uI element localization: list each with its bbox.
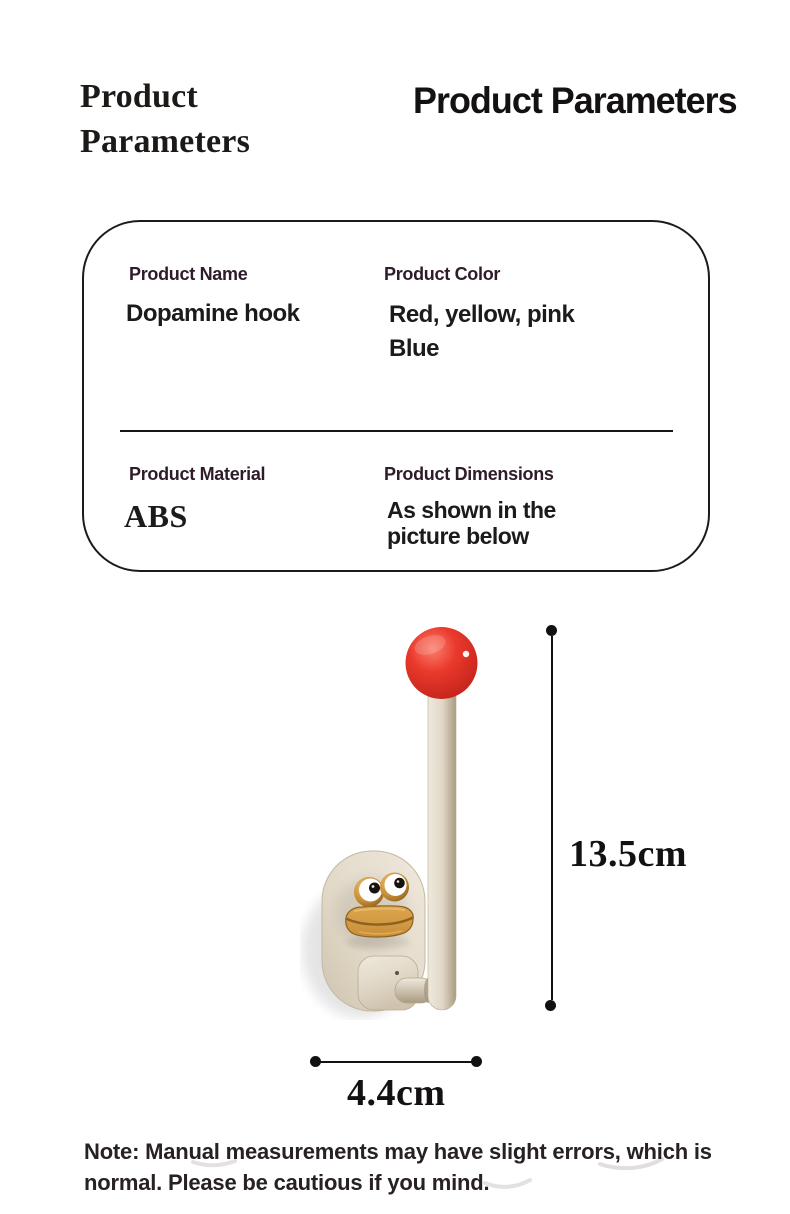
page-title: Product Parameters [413, 80, 737, 121]
product-material-value: ABS [124, 498, 188, 534]
height-dimension-label: 13.5cm [569, 833, 688, 875]
googly-eye-left [354, 877, 384, 907]
left-eye-pupil [369, 883, 380, 894]
side-title-line2: Parameters [80, 123, 251, 160]
product-dimensions-label: Product Dimensions [384, 464, 554, 484]
spec-card [82, 220, 710, 572]
measurement-note-line2: normal. Please be cautious if you mind. [84, 1170, 490, 1195]
side-title [80, 74, 250, 164]
screw-dot [395, 971, 399, 975]
width-dimension-right-dot [471, 1056, 482, 1067]
product-dimensions-value-line2: picture below [387, 523, 529, 549]
product-color-value-line1: Red, yellow, pink [389, 301, 575, 328]
product-color-label: Product Color [384, 264, 501, 284]
width-dimension-line [316, 1061, 477, 1063]
product-name-label: Product Name [129, 264, 248, 284]
right-eye-pupil [394, 878, 405, 889]
measurement-note-line1: Note: Manual measurements may have slight errors, which is [84, 1139, 712, 1164]
measurement-note [84, 1136, 712, 1198]
red-ball-glint [463, 651, 469, 657]
left-eye-glint [372, 885, 375, 888]
hook-knob [406, 627, 478, 699]
product-photo-hook [300, 620, 500, 1020]
width-dimension-left-dot [310, 1056, 321, 1067]
googly-eye-right [380, 873, 409, 902]
card-divider [120, 430, 673, 432]
width-dimension-label: 4.4cm [347, 1072, 446, 1114]
height-dimension-top-dot [546, 625, 557, 636]
right-eye-glint [397, 880, 400, 883]
product-color-value-line2: Blue [389, 335, 440, 362]
hook-arm [428, 678, 456, 1010]
side-title-line1: Product [80, 78, 198, 115]
product-material-label: Product Material [129, 464, 266, 484]
lips [346, 906, 413, 937]
height-dimension-line [551, 636, 553, 1000]
height-dimension-bottom-dot [545, 1000, 556, 1011]
product-name-value: Dopamine hook [126, 300, 300, 327]
product-dimensions-value-line1: As shown in the [387, 497, 556, 523]
